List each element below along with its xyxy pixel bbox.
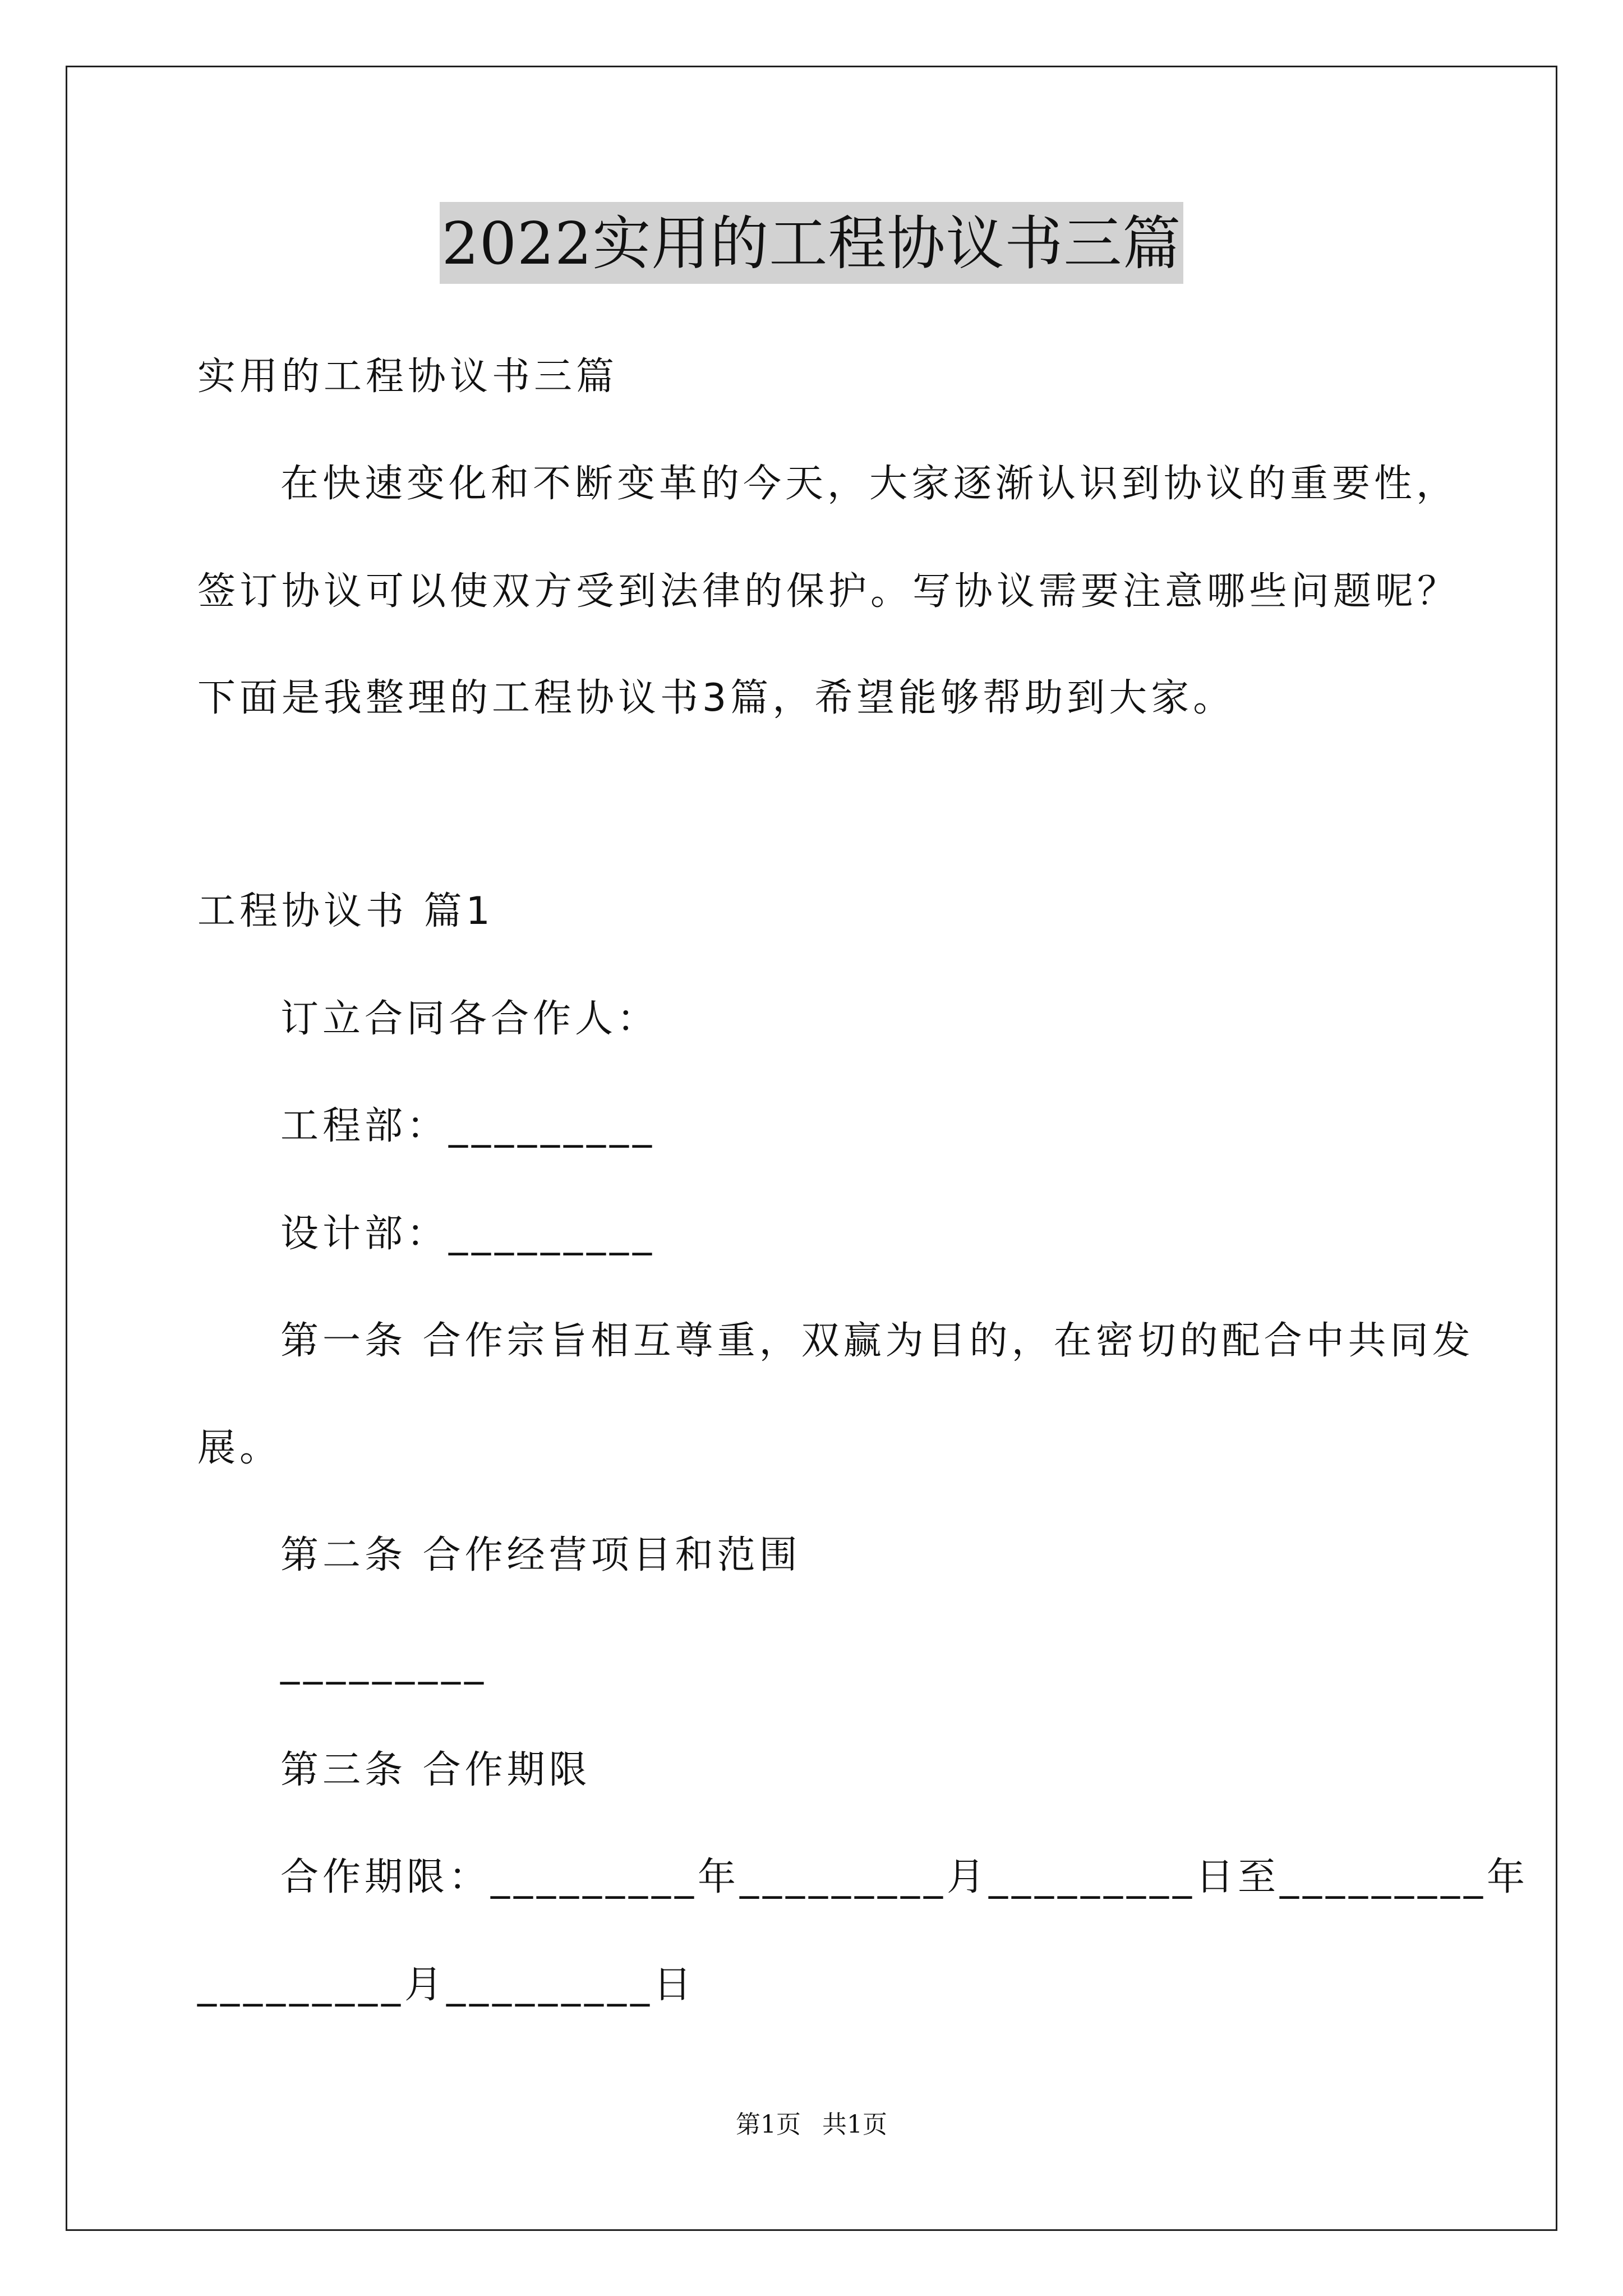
document-title: 2022实用的工程协议书三篇	[440, 202, 1184, 284]
intro-paragraph-line-2: 签订协议可以使双方受到法律的保护。写协议需要注意哪些问题呢？	[197, 569, 1460, 614]
intro-paragraph-line-3: 下面是我整理的工程协议书3篇，希望能够帮助到大家。	[197, 676, 1235, 720]
article-1-line-1: 第一条 合作宗旨相互尊重，双赢为目的，在密切的配合中共同发	[280, 1319, 1474, 1363]
page-number: 第1页	[736, 2110, 801, 2139]
article-3-heading: 第三条 合作期限	[280, 1748, 591, 1792]
parties-heading: 订立合同各合作人：	[280, 997, 660, 1041]
page-footer	[0, 2108, 1623, 2142]
term-line-2: _________月_________日	[197, 1963, 696, 2007]
section-heading: 工程协议书 篇1	[197, 889, 494, 933]
article-2-heading: 第二条 合作经营项目和范围	[280, 1533, 801, 1577]
article-1-line-2: 展。	[197, 1426, 282, 1470]
term-line-1: 合作期限：_________年_________月_________日至_________年	[280, 1855, 1529, 1899]
article-2-blank: _________	[280, 1641, 487, 1685]
engineering-dept-field: 工程部：_________	[280, 1104, 656, 1148]
subtitle-line: 实用的工程协议书三篇	[197, 355, 619, 399]
intro-paragraph-line-1: 在快速变化和不断变革的今天，大家逐渐认识到协议的重要性，	[280, 462, 1459, 506]
design-dept-field: 设计部：_________	[280, 1212, 656, 1256]
page-total: 共1页	[822, 2110, 887, 2139]
title-container	[0, 202, 1623, 284]
